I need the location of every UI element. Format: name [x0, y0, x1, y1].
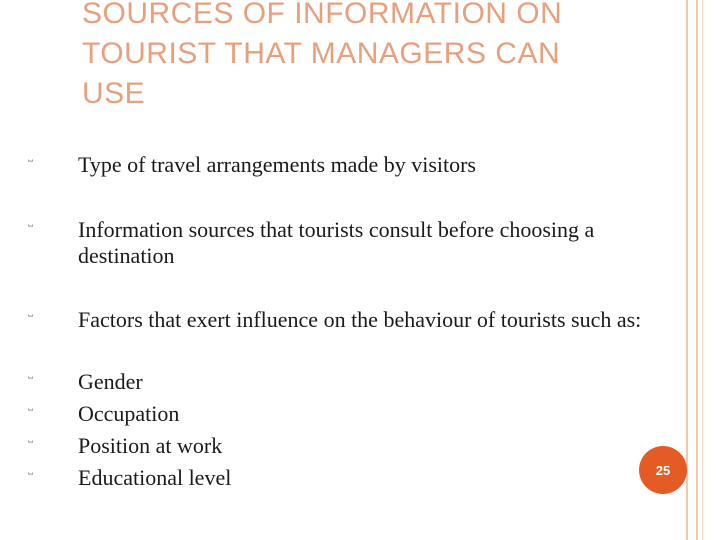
slide-title: SOURCES OF INFORMATION ON TOURIST THAT MANAGERS CAN USE — [82, 0, 563, 110]
frame-line — [702, 0, 703, 540]
bullet-icon: ⵯ — [28, 408, 34, 419]
list-item-text: Occupation — [78, 401, 180, 426]
list-item-text: Gender — [78, 369, 143, 394]
bullet-icon: ⵯ — [28, 472, 34, 483]
bullet-icon: ⵯ — [28, 376, 34, 387]
list-item-text: Factors that exert influence on the behaviour of tourists such as: — [78, 307, 642, 332]
page-number-badge: 25 — [639, 446, 687, 494]
bullet-icon: ⵯ — [28, 159, 34, 170]
list-item-text: Type of travel arrangements made by visitors — [78, 152, 476, 177]
bullet-icon: ⵯ — [28, 440, 34, 451]
list-item-text: Information sources that tourists consult before choosing a destination — [78, 217, 595, 268]
bullet-icon: ⵯ — [28, 224, 34, 235]
bullet-icon: ⵯ — [28, 314, 34, 325]
list-item-text: Position at work — [78, 433, 223, 458]
list-item-text: Educational level — [78, 465, 232, 490]
